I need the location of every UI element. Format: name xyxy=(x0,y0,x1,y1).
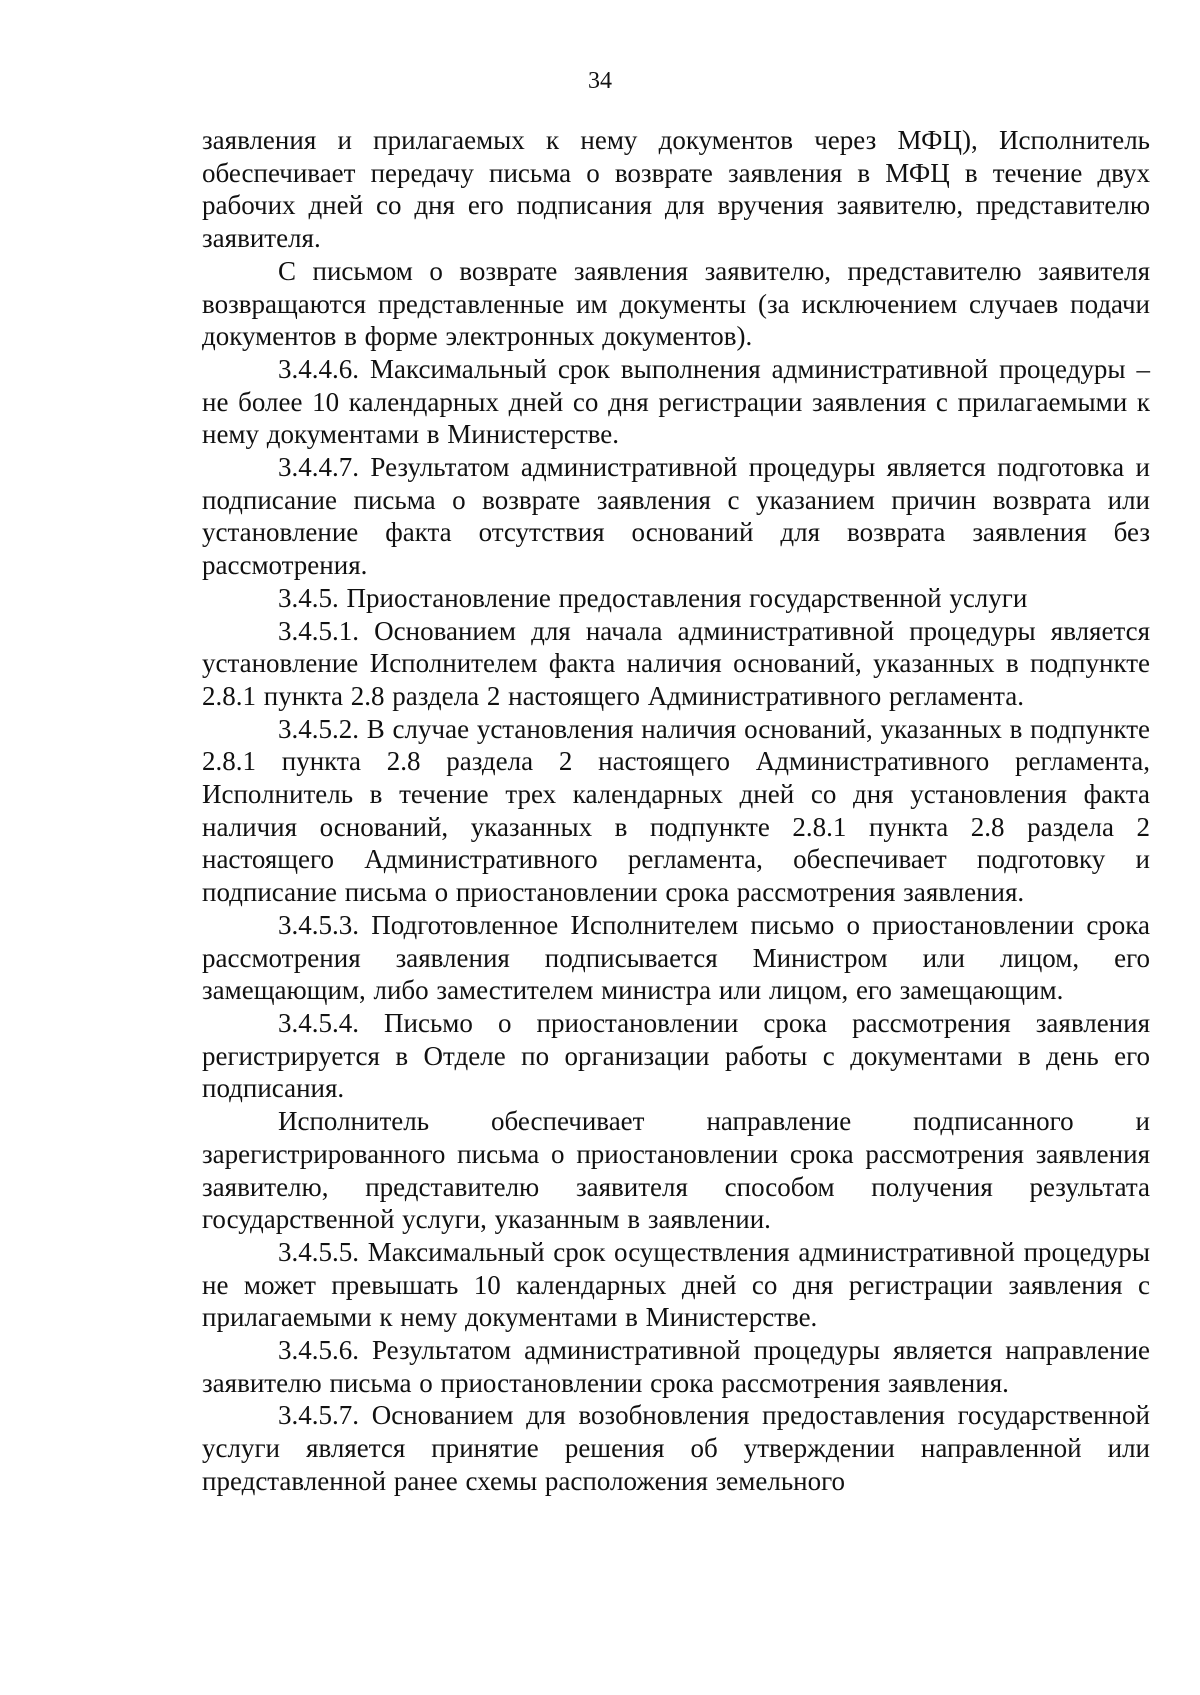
paragraph-3-4-5-4: 3.4.5.4. Письмо о приостановлении срока рассмотрения заявления регистрируется в Отделе по организации работы с документами в день его подписания. xyxy=(202,1007,1150,1104)
paragraph-return-documents: С письмом о возврате заявления заявителю, представителю заявителя возвращаются представленные им документы (за исключением случаев подачи документов в форме электронных документов). xyxy=(202,255,1150,352)
paragraph-3-4-5-1: 3.4.5.1. Основанием для начала административной процедуры является установление Исполнителем факта наличия оснований, указанных в подпункте 2.8.1 пункта 2.8 раздела 2 настоящего Административного регламента. xyxy=(202,615,1150,711)
paragraph-3-4-5-7: 3.4.5.7. Основанием для возобновления предоставления государственной услуги является принятие решения об утверждении направленной или представленной ранее схемы расположения земельного xyxy=(202,1400,1150,1496)
page-number: 34 xyxy=(588,68,612,94)
paragraph-executor-sends: Исполнитель обеспечивает направление подписанного и зарегистрированного письма о приостановлении срока рассмотрения заявления заявителю, представителю заявителя способом получения результата государственной услуги, указанным в заявлении. xyxy=(202,1106,1150,1235)
paragraph-3-4-5-heading: 3.4.5. Приостановление предоставления государственной услуги xyxy=(278,582,1028,613)
paragraph-3-4-4-7: 3.4.4.7. Результатом административной процедуры является подготовка и подписание письма о возврате заявления с указанием причин возврата или установление факта отсутствия оснований для возврата заявления без рассмотрения. xyxy=(202,452,1150,581)
paragraph-3-4-5-5: 3.4.5.5. Максимальный срок осуществления административной процедуры не может превышать 10 календарных дней со дня регистрации заявления с прилагаемыми к нему документами в Министерстве. xyxy=(202,1236,1150,1333)
paragraph-3-4-5-3: 3.4.5.3. Подготовленное Исполнителем письмо о приостановлении срока рассмотрения заявления подписывается Министром или лицом, его замещающим, либо заместителем министра или лицом, его замещающим. xyxy=(202,909,1150,1006)
paragraph-3-4-5-2: 3.4.5.2. В случае установления наличия оснований, указанных в подпункте 2.8.1 пункта 2.8 раздела 2 настоящего Административного регламента, Исполнитель в течение трех календарных дней со дня установления факта наличия оснований, указанных в подпункте 2.8.1 пункта 2.8 раздела 2 настоящего Административного регламента, обеспечивает подготовку и подписание письма о приостановлении срока рассмотрения заявления. xyxy=(202,713,1150,908)
paragraph-continuation: заявления и прилагаемых к нему документов через МФЦ), Исполнитель обеспечивает передачу письма о возврате заявления в МФЦ в течение двух рабочих дней со дня его подписания для вручения заявителю, представителю заявителя. xyxy=(202,125,1150,254)
document-body xyxy=(202,124,1150,1498)
paragraph-3-4-4-6: 3.4.4.6. Максимальный срок выполнения административной процедуры – не более 10 календарных дней со дня регистрации заявления с прилагаемыми к нему документами в Министерстве. xyxy=(202,353,1150,450)
paragraph-3-4-5-6: 3.4.5.6. Результатом административной процедуры является направление заявителю письма о приостановлении срока рассмотрения заявления. xyxy=(202,1335,1150,1398)
